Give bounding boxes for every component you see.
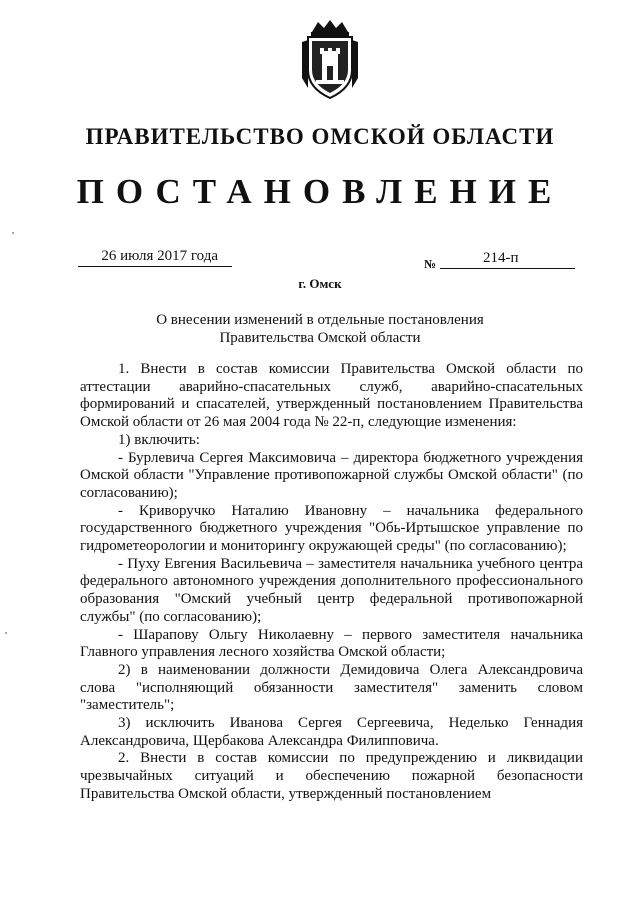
paragraph: - Криворучко Наталию Ивановну – начальника федерального государственного бюджетного учреждения "Обь-Иртышское управление по гидрометеорологии и мониторингу окружающей среды" (по согласованию);: [80, 502, 583, 555]
scan-speck: [5, 632, 7, 634]
organization-name: ПРАВИТЕЛЬСТВО ОМСКОЙ ОБЛАСТИ: [85, 124, 555, 149]
paragraph: 2. Внести в состав комиссии по предупреждению и ликвидации чрезвычайных ситуаций и обеспечению пожарной безопасности Правительства Омской области, утвержденный постановлением: [80, 750, 583, 802]
document-title: [0, 311, 640, 347]
paragraph: 3) исключить Иванова Сергея Сергеевича, Неделько Геннадия Александровича, Щербакова Александра Филипповича.: [80, 715, 583, 749]
document-type: ПОСТАНОВЛЕНИЕ: [76, 172, 564, 211]
paragraph: 1. Внести в состав комиссии Правительства Омской области по аттестации аварийно-спасательных служб, аварийно-спасательных формирований и спасателей, утвержденный постановлением Правительства Омской области от 26 мая 2004 года № 22-п, следующие изменения:: [80, 361, 583, 431]
city: г. Омск: [298, 276, 342, 291]
omsk-region-coat-of-arms-icon: [298, 18, 362, 102]
title-line-1: О внесении изменений в отдельные постановления: [156, 312, 484, 328]
scan-speck: [12, 232, 14, 234]
number-label: №: [424, 257, 437, 271]
paragraph: - Пуху Евгения Васильевича – заместителя начальника учебного центра федерального автономного учреждения дополнительного профессионального образования "Омский учебный центр федеральной противопожарной службы" (по согласованию);: [80, 555, 583, 625]
document-date: [78, 248, 232, 267]
document-date-text: 26 июля 2017 года: [101, 248, 218, 264]
document-number-text: 214-п: [483, 250, 519, 266]
paragraph: - Бурлевича Сергея Максимовича – директора бюджетного учреждения Омской области "Управление противопожарной службы Омской области" (по согласованию);: [80, 449, 583, 501]
document-number: [440, 250, 575, 269]
paragraph: 1) включить:: [118, 431, 200, 448]
paragraph: - Шарапову Ольгу Николаевну – первого заместителя начальника Главного управления лесного хозяйства Омской области;: [80, 626, 583, 661]
title-line-2: Правительства Омской области: [219, 330, 421, 346]
document-body: [80, 361, 583, 804]
paragraph: 2) в наименовании должности Демидовича Олега Александровича слова "исполняющий обязанности заместителя" заменить словом "заместитель";: [80, 661, 583, 714]
